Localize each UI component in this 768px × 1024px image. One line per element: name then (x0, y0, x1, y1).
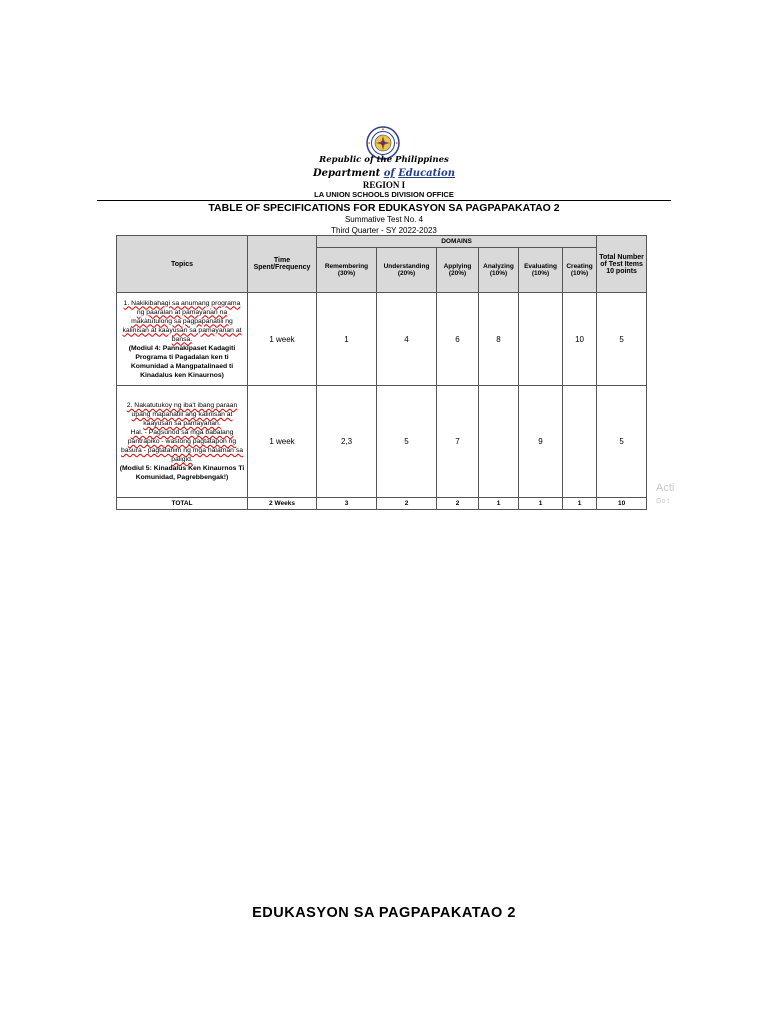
time-cell: 1 week (248, 293, 317, 386)
division-office-heading: LA UNION SCHOOLS DIVISION OFFICE (314, 190, 454, 199)
total-analyzing: 1 (479, 498, 519, 510)
region-heading: REGION I (362, 180, 406, 190)
total-evaluating: 1 (519, 498, 563, 510)
total-row (117, 498, 647, 510)
creating-cell: 10 (563, 293, 597, 386)
header-time-spent: Time Spent/Frequency (248, 236, 317, 293)
table-row (117, 293, 647, 386)
specifications-table (116, 235, 647, 510)
quarter-subtitle: Third Quarter - SY 2022-2023 (331, 226, 437, 235)
topic-text: 1. Nakikibahagi sa anumang programa ng paaralan at pamayanan na makatutulong sa pagpapanatili ng kalinisan at kaayusan sa pamayanan at bansa. (122, 299, 242, 343)
total-items: 10 (597, 498, 647, 510)
footer-title: EDUKASYON SA PAGPAPAKATAO 2 (252, 905, 516, 921)
total-time: 2 Weeks (248, 498, 317, 510)
header-creating: Creating (10%) (563, 248, 597, 293)
remembering-cell: 2,3 (317, 386, 377, 498)
understanding-cell: 5 (377, 386, 437, 498)
module-reference: (Modiul 4: Pannakipaset Kadagiti Programa ti Pagadalan ken ti Komunidad a Mangpatalinaed ti Kinadalus ken Kinaurnos) (128, 344, 236, 379)
remembering-cell: 1 (317, 293, 377, 386)
evaluating-cell: 9 (519, 386, 563, 498)
header-applying: Applying (20%) (437, 248, 479, 293)
total-label: TOTAL (117, 498, 248, 510)
header-divider (97, 200, 671, 201)
table-row (117, 386, 647, 498)
header-analyzing: Analyzing (10%) (479, 248, 519, 293)
understanding-cell: 4 (377, 293, 437, 386)
activation-watermark: Acti (656, 482, 675, 494)
total-understanding: 2 (377, 498, 437, 510)
total-cell: 5 (597, 386, 647, 498)
header-topics: Topics (117, 236, 248, 293)
topic-text: 2. Nakatutukoy ng iba't ibang paraan upang mapanatili ang kalinisan at kaayusan sa pamayanan. (126, 402, 238, 427)
total-creating: 1 (563, 498, 597, 510)
header-evaluating: Evaluating (10%) (519, 248, 563, 293)
total-remembering: 3 (317, 498, 377, 510)
applying-cell: 7 (437, 386, 479, 498)
document-title: TABLE OF SPECIFICATIONS FOR EDUKASYON SA PAGPAPAKATAO 2 (208, 202, 560, 214)
time-cell: 1 week (248, 386, 317, 498)
header-remembering: Remembering (30%) (317, 248, 377, 293)
department-heading: Department of Education (313, 168, 455, 179)
evaluating-cell (519, 293, 563, 386)
topic-cell (117, 293, 248, 386)
total-applying: 2 (437, 498, 479, 510)
header-understanding: Understanding (20%) (377, 248, 437, 293)
activation-watermark-sub: Go t (656, 498, 670, 505)
topic-example: Hal. - Pagsunod sa mga babalang pantrapiko - wastong pagtatapon ng basura - pagtatanim ng mga halaman sa paligid. (120, 429, 244, 463)
module-reference: (Modiul 5: Kinadalus Ken Kinaurnos Ti Komunidad, Pagrebbengak!) (119, 465, 245, 481)
topic-cell (117, 386, 248, 498)
applying-cell: 6 (437, 293, 479, 386)
republic-heading: Republic of the Philippines (319, 155, 449, 165)
analyzing-cell (479, 386, 519, 498)
header-total-items: Total Number of Test Items 10 points (597, 236, 647, 293)
test-subtitle: Summative Test No. 4 (344, 215, 424, 224)
total-cell: 5 (597, 293, 647, 386)
header-domains: DOMAINS (317, 236, 597, 248)
creating-cell (563, 386, 597, 498)
analyzing-cell: 8 (479, 293, 519, 386)
